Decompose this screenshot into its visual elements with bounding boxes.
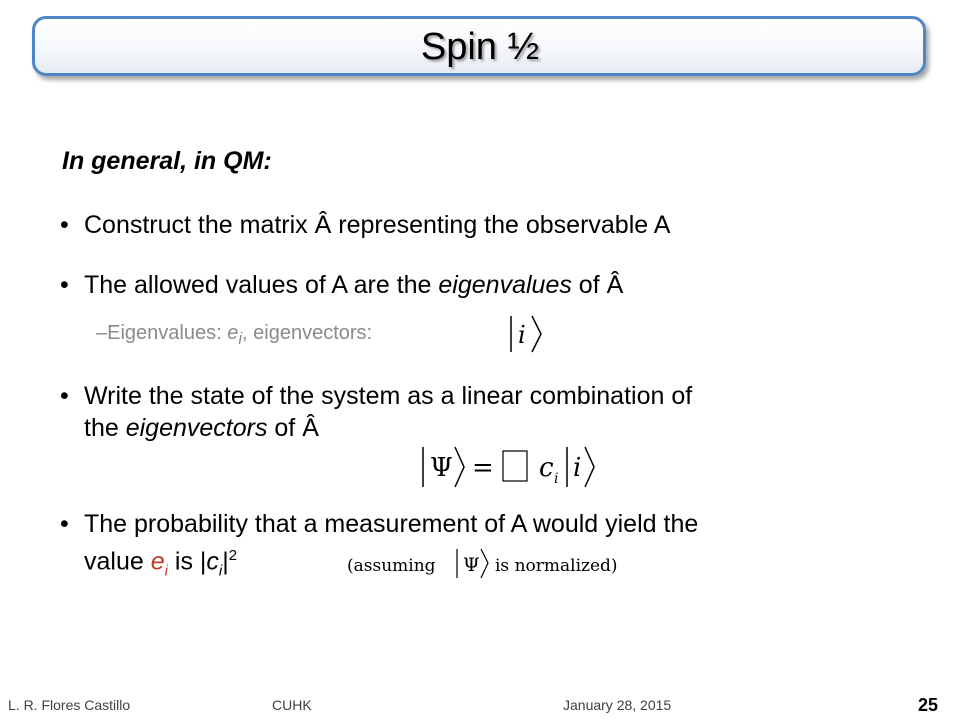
- bullet-dot: •: [60, 382, 69, 410]
- footer-org: CUHK: [272, 697, 312, 713]
- bullet-dot: •: [60, 271, 69, 299]
- equals-sign: =: [472, 453, 494, 483]
- bullet-dot: •: [60, 510, 69, 538]
- intro-heading: In general, in QM:: [62, 147, 272, 175]
- bullet-3-line1: Write the state of the system as a linear combination of: [84, 382, 693, 410]
- note-pre: (assuming: [347, 556, 436, 576]
- bullet-dot: •: [60, 211, 69, 239]
- slide-title: Spin ½: [420, 26, 540, 68]
- page-number: 25: [918, 695, 939, 715]
- footer-date: January 28, 2015: [563, 697, 672, 713]
- note-psi: Ψ: [463, 554, 480, 576]
- footer-author: L. R. Flores Castillo: [8, 697, 131, 713]
- bullet-4-line1: The probability that a measurement of A would yield the: [84, 510, 699, 538]
- normalization-note-math: [345, 545, 635, 581]
- note-post: is normalized): [495, 556, 618, 576]
- psi-symbol: Ψ: [430, 453, 453, 483]
- ket-i2-label: i: [573, 453, 582, 483]
- state-equation-math: [415, 443, 605, 491]
- bullet-3-line2: the eigenvectors of Â: [84, 414, 319, 442]
- bullet-1-text: Construct the matrix Â representing the observable A: [84, 211, 671, 239]
- sub-bullet-eigen: –Eigenvalues: $e_i$, eigenvectors:: [96, 322, 373, 348]
- coef-c: c: [539, 453, 554, 483]
- ket-i-label: i: [518, 321, 526, 349]
- bullet-2-text: The allowed values of A are the eigenvalues of Â: [84, 271, 624, 299]
- coef-c-sub: i: [554, 471, 559, 487]
- bullet-4-line2: value $e_i$ is $|c_i|^2$: [84, 547, 238, 580]
- ket-i-math: [505, 312, 545, 356]
- sum-placeholder-box: [503, 451, 527, 481]
